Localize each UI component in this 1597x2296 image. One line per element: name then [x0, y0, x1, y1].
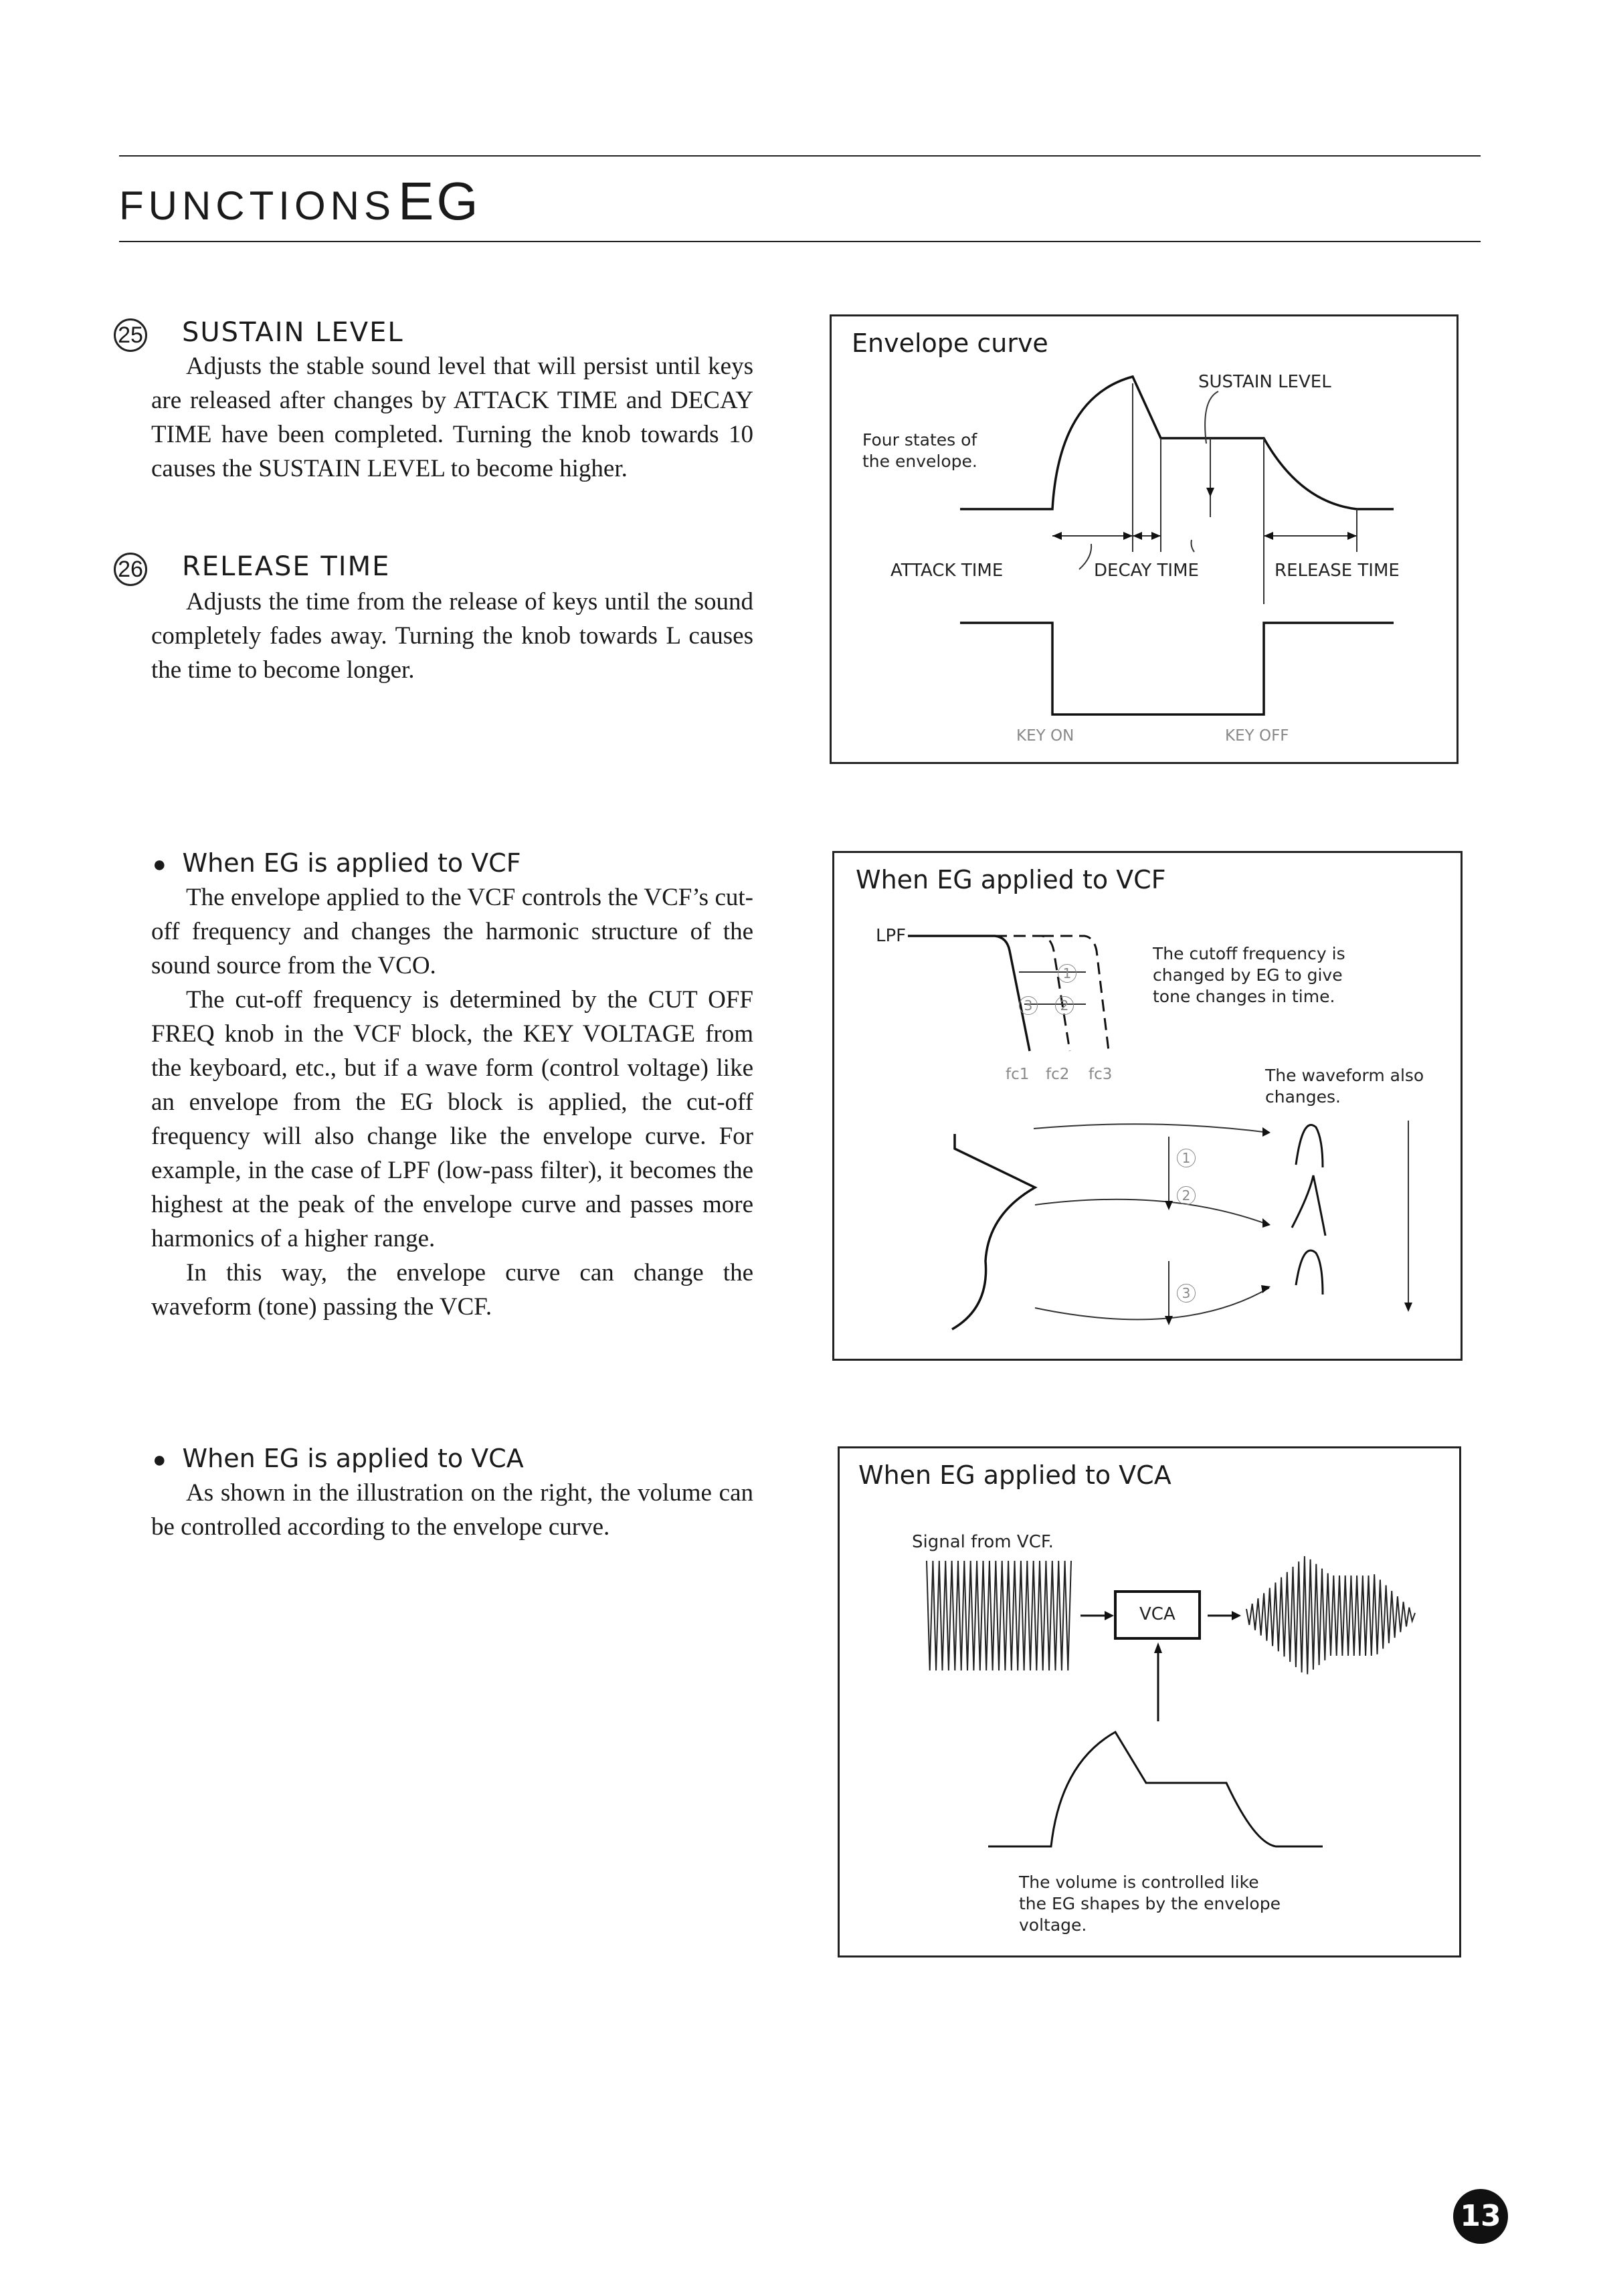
sustain-level-text: Adjusts the stable sound level that will persist until keys are released after changes by ATTACK TIME and DECAY TIME have been completed. Turning the knob towards 10 causes the SUSTAIN LEVEL to become higher.	[151, 353, 753, 482]
vca-note-2: the EG shapes by the envelope	[1019, 1894, 1281, 1913]
four-states-label-2: the envelope.	[862, 452, 977, 471]
vca-envelope-curve	[988, 1732, 1323, 1846]
gate-signal-line	[960, 623, 1394, 714]
header-bottom-rule	[119, 241, 1481, 242]
vcf-paragraph-2: The cut-off frequency is determined by the CUT OFF FREQ knob in the VCF block, the KEY VOLTAGE from the keyboard, etc., but if a wave form (control voltage) like an envelope from the EG block is applied, the cut-off frequency will also change like the envelope curve. For example, in the case of LPF (low-pass filter), it becomes the highest at the peak of the envelope curve and passes more harmonics of a higher range.	[151, 986, 753, 1252]
sustain-level-heading: SUSTAIN LEVEL	[182, 317, 404, 348]
vcf-arrow-2	[1035, 1200, 1269, 1225]
vcf-heading-text: When EG is applied to VCF	[182, 848, 521, 878]
bullet-icon: ●	[153, 852, 167, 877]
marker-1-mid: 1	[1177, 1149, 1196, 1167]
vca-figure	[838, 1446, 1461, 1957]
input-wave-path	[927, 1561, 1071, 1670]
vcf-arrow-3	[1035, 1288, 1269, 1319]
decay-time-leader	[1192, 540, 1195, 552]
marker-2-top: 2	[1055, 996, 1074, 1015]
lpf-curve-3	[1042, 936, 1109, 1051]
vca-paragraph-1: As shown in the illustration on the right, the volume can be controlled according to the envelope curve.	[151, 1479, 753, 1541]
waveform-note-1: The waveform also	[1265, 1066, 1424, 1085]
input-signal-wave	[927, 1561, 1071, 1670]
signal-from-vcf-label: Signal from VCF.	[912, 1532, 1054, 1552]
heading-eg: EG	[397, 171, 481, 231]
page-heading	[119, 171, 481, 232]
sustain-level-label: SUSTAIN LEVEL	[1198, 372, 1331, 392]
vcf-paragraph-1: The envelope applied to the VCF controls the VCF’s cut-off frequency and changes the harmonic structure of the sound source from the VCO.	[151, 884, 753, 979]
release-time-body	[151, 585, 753, 687]
envelope-figure-title: Envelope curve	[852, 328, 1048, 358]
vcf-figure	[832, 851, 1463, 1361]
heading-functions: FUNCTIONS	[119, 183, 395, 228]
waveform-2	[1292, 1175, 1325, 1236]
envelope-curve-line	[960, 377, 1394, 509]
sustain-level-body	[151, 349, 753, 486]
page-number: 13	[1453, 2189, 1508, 2244]
vca-section-body	[151, 1476, 753, 1544]
key-off-label: KEY OFF	[1225, 727, 1289, 745]
attack-time-label: ATTACK TIME	[890, 561, 1004, 581]
cutoff-note-2: changed by EG to give	[1153, 965, 1343, 985]
marker-1-top: 1	[1058, 964, 1076, 983]
vca-section-heading	[153, 1444, 524, 1473]
output-wave-path	[1246, 1556, 1415, 1674]
vcf-diagram	[834, 853, 1465, 1363]
vcf-section-body	[151, 880, 753, 1324]
release-time-label: RELEASE TIME	[1275, 561, 1400, 581]
attack-time-leader	[1079, 544, 1091, 569]
vca-label: VCA	[1139, 1604, 1176, 1624]
release-time-text: Adjusts the time from the release of keys until the sound completely fades away. Turning the knob towards L causes the time to become longer.	[151, 588, 753, 684]
lpf-curve-2	[995, 936, 1070, 1051]
release-time-heading: RELEASE TIME	[182, 551, 391, 582]
decay-time-label: DECAY TIME	[1094, 561, 1199, 581]
vcf-figure-title: When EG applied to VCF	[856, 865, 1166, 894]
vcf-paragraph-3: In this way, the envelope curve can change the waveform (tone) passing the VCF.	[151, 1259, 753, 1321]
envelope-curve-figure	[830, 314, 1459, 764]
waveform-note-2: changes.	[1265, 1087, 1341, 1107]
waveform-3	[1296, 1250, 1323, 1295]
four-states-label-1: Four states of	[862, 430, 977, 450]
output-signal-wave	[1246, 1556, 1415, 1674]
fc3-label: fc3	[1089, 1066, 1113, 1083]
bullet-icon: ●	[153, 1447, 167, 1472]
marker-3-top: 3	[1019, 996, 1038, 1015]
marker-2-mid: 2	[1177, 1186, 1196, 1205]
header-top-rule	[119, 155, 1481, 157]
lpf-curve-1	[908, 936, 1030, 1051]
vca-figure-title: When EG applied to VCA	[858, 1460, 1171, 1490]
eg-shape-curve	[952, 1134, 1035, 1329]
vca-note-1: The volume is controlled like	[1019, 1873, 1259, 1892]
section-number-26: 26	[114, 553, 147, 586]
cutoff-note-1: The cutoff frequency is	[1153, 944, 1345, 963]
envelope-curve-diagram	[832, 316, 1461, 766]
cutoff-note-3: tone changes in time.	[1153, 987, 1335, 1006]
waveform-1	[1296, 1125, 1323, 1167]
sustain-level-leader	[1205, 391, 1218, 444]
section-number-25: 25	[114, 318, 147, 352]
fc2-label: fc2	[1046, 1066, 1070, 1083]
vca-note-3: voltage.	[1019, 1915, 1087, 1935]
vca-heading-text: When EG is applied to VCA	[182, 1444, 524, 1473]
fc1-label: fc1	[1006, 1066, 1030, 1083]
key-on-label: KEY ON	[1016, 727, 1074, 745]
marker-3-mid: 3	[1177, 1284, 1196, 1303]
vcf-section-heading	[153, 848, 521, 878]
lpf-label: LPF	[876, 926, 907, 946]
vcf-arrow-1	[1034, 1124, 1269, 1133]
